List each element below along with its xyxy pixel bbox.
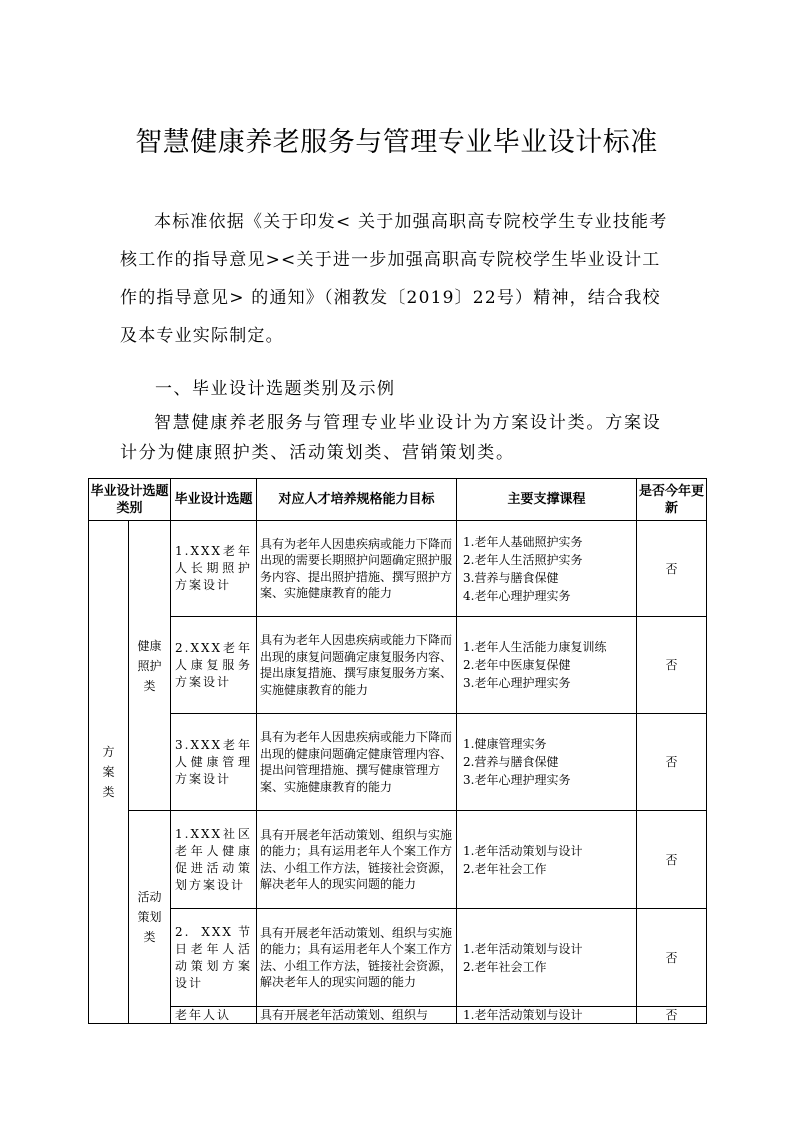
topic-cell: 1.XXX社区老年人健康促进活动策划方案设计	[171, 811, 257, 909]
table-row	[89, 909, 707, 1007]
goal-cell: 具有为老年人因患疾病或能力下降而出现的需要长期照护问题确定照护服务内容、提出照护措施、撰写照护方案、实施健康教育的能力	[257, 521, 457, 617]
goal-cell: 具有为老年人因患疾病或能力下降而出现的康复问题确定康复服务内容、提出康复措施、撰写康复服务方案、实施健康教育的能力	[257, 617, 457, 714]
course-item: 3.营养与膳食保健	[463, 570, 559, 585]
topic-cell: 2. XXX节日老年人活动策划方案设计	[171, 909, 257, 1007]
updated-cell: 否	[637, 811, 707, 909]
category-label: 方案类	[102, 745, 115, 799]
course-item: 2.老年中医康复保健	[463, 658, 571, 672]
course-item: 3.老年心理护理实务	[463, 773, 571, 787]
course-item: 1.老年活动策划与设计	[463, 843, 583, 858]
courses-cell	[457, 714, 637, 811]
topic-cell: 2.XXX老年人康复服务方案设计	[171, 617, 257, 714]
courses-cell	[457, 811, 637, 909]
topic-cell: 老年人认	[171, 1007, 257, 1024]
updated-cell: 否	[637, 521, 707, 617]
course-item: 1.健康管理实务	[463, 737, 547, 751]
updated-cell: 否	[637, 909, 707, 1007]
category-cell	[89, 521, 129, 1024]
table-row	[89, 617, 707, 714]
topic-cell: 1.XXX老年人长期照护方案设计	[171, 521, 257, 617]
course-item: 2.老年社会工作	[463, 861, 547, 876]
design-standards-table	[88, 478, 707, 1024]
updated-cell: 否	[637, 714, 707, 811]
course-item: 2.老年社会工作	[463, 959, 547, 974]
header-topic: 毕业设计选题	[171, 479, 257, 521]
group-label: 活动策划类	[137, 890, 162, 944]
group-cell	[129, 811, 171, 1024]
goal-cell: 具有为老年人因患疾病或能力下降而出现的健康问题确定健康管理内容、提出问管理措施、撰写健康管理方案、实施健康教育的能力	[257, 714, 457, 811]
group-label: 健康照护类	[137, 638, 162, 693]
intro-paragraph: 本标准依据《关于印发< 关于加强高职高专院校学生专业技能考核工作的指导意见><关于进一步加强高职高专院校学生毕业设计工作的指导意见> 的通知》（湘教发〔2019〕22号）精神，结合我校及本专业实际制定。	[120, 212, 668, 346]
course-item: 1.老年人生活能力康复训练	[463, 640, 607, 654]
goal-cell: 具有开展老年活动策划、组织与实施的能力；具有运用老年人个案工作方法、小组工作方法，链接社会资源，解决老年人的现实问题的能力	[257, 811, 457, 909]
course-item: 1.老年活动策划与设计	[463, 941, 583, 956]
course-item: 1.老年活动策划与设计	[463, 1008, 583, 1022]
courses-cell	[457, 521, 637, 617]
courses-cell	[457, 909, 637, 1007]
header-courses: 主要支撑课程	[457, 479, 637, 521]
updated-cell: 否	[637, 1007, 707, 1024]
table-row	[89, 1007, 707, 1024]
topic-cell: 3.XXX老年人健康管理方案设计	[171, 714, 257, 811]
course-item: 1.老年人基础照护实务	[463, 534, 583, 549]
header-updated: 是否今年更新	[637, 479, 707, 521]
group-cell	[129, 521, 171, 811]
header-category: 毕业设计选题类别	[89, 479, 171, 521]
header-goal: 对应人才培养规格能力目标	[257, 479, 457, 521]
courses-cell	[457, 1007, 637, 1024]
table-row	[89, 714, 707, 811]
section-paragraph: 智慧健康养老服务与管理专业毕业设计为方案设计类。方案设计分为健康照护类、活动策划类、营销策划类。	[120, 413, 662, 463]
course-item: 4.老年心理护理实务	[463, 588, 571, 603]
table-row	[89, 811, 707, 909]
goal-cell: 具有开展老年活动策划、组织与实施的能力；具有运用老年人个案工作方法、小组工作方法，链接社会资源，解决老年人的现实问题的能力	[257, 909, 457, 1007]
page-title: 智慧健康养老服务与管理专业毕业设计标准	[135, 127, 658, 158]
table-row	[89, 521, 707, 617]
course-item: 2.老年人生活照护实务	[463, 552, 583, 567]
courses-cell	[457, 617, 637, 714]
updated-cell: 否	[637, 617, 707, 714]
course-item: 2.营养与膳食保健	[463, 755, 559, 769]
goal-cell: 具有开展老年活动策划、组织与	[257, 1007, 457, 1024]
table-header-row	[89, 479, 707, 521]
section-heading: 一、毕业设计选题类别及示例	[155, 379, 396, 399]
course-item: 3.老年心理护理实务	[463, 676, 571, 690]
